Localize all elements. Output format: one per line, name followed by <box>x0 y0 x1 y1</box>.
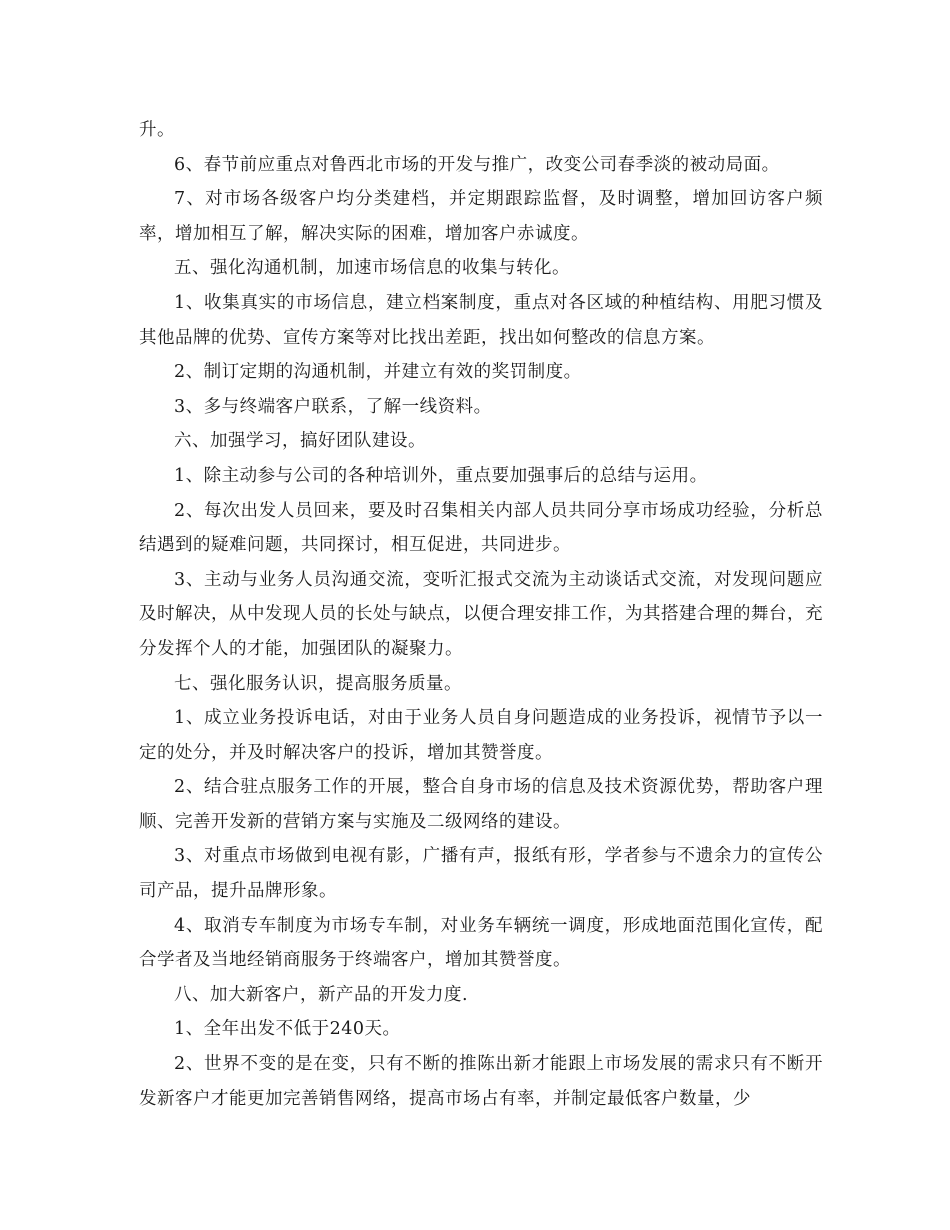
paragraph: 3、对重点市场做到电视有影，广播有声，报纸有形，学者参与不遗余力的宣传公司产品，提升品牌形象。 <box>139 846 823 902</box>
paragraph: 3、多与终端客户联系，了解一线资料。 <box>174 396 492 417</box>
paragraph: 1、收集真实的市场信息，建立档案制度，重点对各区域的种植结构、用肥习惯及其他品牌的优势、宣传方案等对比找出差距，找出如何整改的信息方案。 <box>139 292 823 348</box>
paragraph: 1、成立业务投诉电话，对由于业务人员自身问题造成的业务投诉，视情节予以一定的处分，并及时解决客户的投诉，增加其赞誉度。 <box>139 708 823 763</box>
paragraph: 2、世界不变的是在变，只有不断的推陈出新才能跟上市场发展的需求只有不断开发新客户才能更加完善销售网络，提高市场占有率，并制定最低客户数量，少 <box>139 1054 823 1109</box>
paragraph: 6、春节前应重点对鲁西北市场的开发与推广，改变公司春季淡的被动局面。 <box>174 154 780 175</box>
paragraph: 2、制订定期的沟通机制，并建立有效的奖罚制度。 <box>174 362 582 383</box>
paragraph: 1、除主动参与公司的各种培训外，重点要加强事后的总结与运用。 <box>174 465 708 486</box>
paragraph: 4、取消专车制度为市场专车制，对业务车辆统一调度，形成地面范围化宣传，配合学者及当地经销商服务于终端客户，增加其赞誉度。 <box>139 915 823 971</box>
paragraph: 3、主动与业务人员沟通交流，变听汇报式交流为主动谈话式交流，对发现问题应及时解决，从中发现人员的长处与缺点，以便合理安排工作，为其搭建合理的舞台，充分发挥个人的才能，加强团队的凝聚力。 <box>139 569 823 659</box>
paragraph: 2、结合驻点服务工作的开展，整合自身市场的信息及技术资源优势，帮助客户理顺、完善开发新的营销方案与实施及二级网络的建设。 <box>139 777 823 832</box>
paragraph: 1、全年出发不低于240天。 <box>174 1019 401 1040</box>
paragraph: 2、每次出发人员回来，要及时召集相关内部人员共同分享市场成功经验，分析总结遇到的疑难问题，共同探讨，相互促进，共同进步。 <box>139 500 823 556</box>
paragraph: 升。 <box>139 120 175 140</box>
paragraph: 八、加大新客户，新产品的开发力度. <box>174 984 469 1005</box>
paragraph: 七、强化服务认识，提高服务质量。 <box>174 673 462 694</box>
document-body <box>139 113 823 1116</box>
paragraph: 五、强化沟通机制，加速市场信息的收集与转化。 <box>174 258 570 279</box>
paragraph: 7、对市场各级客户均分类建档，并定期跟踪监督，及时调整，增加回访客户频率，增加相互了解，解决实际的困难，增加客户赤诚度。 <box>139 189 823 244</box>
paragraph: 六、加强学习，搞好团队建设。 <box>174 431 426 452</box>
